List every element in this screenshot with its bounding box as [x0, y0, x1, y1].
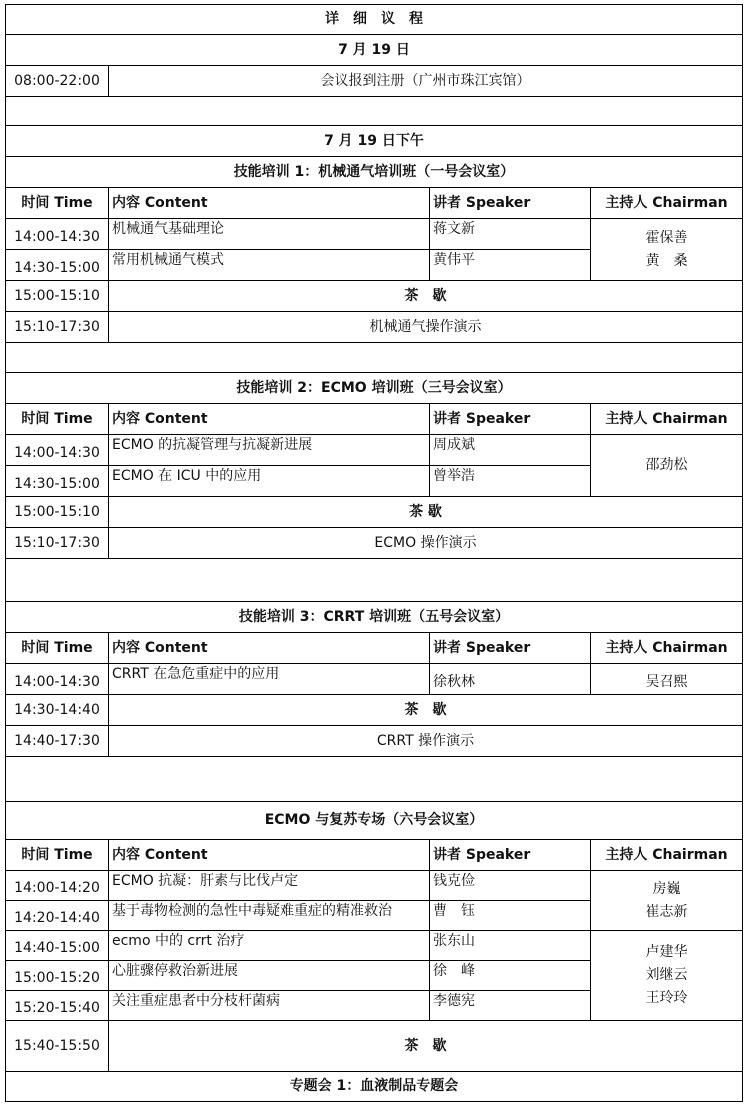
time-cell: 14:40-17:30 — [6, 726, 109, 757]
footer-row — [6, 1072, 743, 1102]
demo-label: 机械通气操作演示 — [109, 312, 743, 343]
chairman-cell — [591, 435, 743, 497]
demo-row — [6, 726, 743, 757]
time-cell: 14:30-15:00 — [6, 250, 109, 281]
date-row — [6, 35, 743, 66]
time-cell: 14:00-14:30 — [6, 435, 109, 466]
col-header-speaker: 讲者 Speaker — [430, 404, 591, 435]
content-cell: ECMO 在 ICU 中的应用 — [109, 466, 430, 497]
time-cell: 14:40-15:00 — [6, 931, 109, 961]
column-header-row — [6, 404, 743, 435]
session-title: ECMO 与复苏专场（六号会议室） — [6, 802, 743, 840]
column-header-row — [6, 633, 743, 664]
chairman-cell: 吴召熙 — [591, 664, 743, 695]
time-cell: 14:20-14:40 — [6, 901, 109, 931]
spacer-cell — [6, 757, 743, 802]
col-header-speaker: 讲者 Speaker — [430, 840, 591, 871]
spacer-row — [6, 97, 743, 126]
time-cell: 14:30-14:40 — [6, 695, 109, 726]
content-cell: CRRT 在急危重症中的应用 — [109, 664, 430, 695]
chairman-name: 卢建华 — [645, 944, 688, 960]
time-cell: 14:30-15:00 — [6, 466, 109, 497]
break-row — [6, 281, 743, 312]
spacer-row — [6, 343, 743, 373]
date-heading: 7 月 19 日 — [6, 35, 743, 66]
time-cell: 14:00-14:30 — [6, 219, 109, 250]
content-cell: 心脏骤停救治新进展 — [109, 961, 430, 991]
col-header-time: 时间 Time — [6, 404, 109, 435]
speaker-cell: 徐 峰 — [430, 961, 591, 991]
table-row — [6, 931, 743, 961]
chairman-name: 黄 桑 — [645, 252, 688, 269]
session-title: 技能培训 3：CRRT 培训班（五号会议室） — [6, 602, 743, 633]
chairman-name: 邵劲松 — [645, 457, 688, 473]
session-title-row — [6, 602, 743, 633]
agenda-title: 详 细 议 程 — [6, 5, 743, 35]
break-row — [6, 1021, 743, 1072]
speaker-cell: 蒋文新 — [430, 219, 591, 250]
chairman-cell — [591, 931, 743, 1021]
col-header-speaker: 讲者 Speaker — [430, 188, 591, 219]
col-header-speaker: 讲者 Speaker — [430, 633, 591, 664]
col-header-content: 内容 Content — [109, 188, 430, 219]
spacer-row — [6, 559, 743, 602]
content-cell: 机械通气基础理论 — [109, 219, 430, 250]
agenda-table — [5, 4, 743, 1102]
time-cell: 15:00-15:20 — [6, 961, 109, 991]
col-header-content: 内容 Content — [109, 840, 430, 871]
content-cell: 关注重症患者中分枝杆菌病 — [109, 991, 430, 1021]
content-cell: ECMO 抗凝：肝素与比伐卢定 — [109, 871, 430, 901]
speaker-cell: 黄伟平 — [430, 250, 591, 281]
table-row — [6, 219, 743, 250]
col-header-chairman: 主持人 Chairman — [591, 633, 743, 664]
col-header-time: 时间 Time — [6, 840, 109, 871]
chairman-cell — [591, 219, 743, 281]
content-cell: 基于毒物检测的急性中毒疑难重症的精准救治 — [109, 901, 430, 931]
time-cell: 15:10-17:30 — [6, 312, 109, 343]
col-header-time: 时间 Time — [6, 633, 109, 664]
speaker-cell: 李德宪 — [430, 991, 591, 1021]
spacer-cell — [6, 97, 743, 126]
demo-row — [6, 528, 743, 559]
registration-row — [6, 66, 743, 97]
column-header-row — [6, 840, 743, 871]
content-cell: ecmo 中的 crrt 治疗 — [109, 931, 430, 961]
column-header-row — [6, 188, 743, 219]
registration-text: 会议报到注册（广州市珠江宾馆） — [109, 66, 743, 97]
footer-session-title: 专题会 1：血液制品专题会 — [6, 1072, 743, 1102]
chairman-name: 房巍 — [652, 880, 681, 897]
afternoon-row — [6, 126, 743, 157]
chairman-name: 刘继云 — [645, 967, 688, 983]
session-title-row — [6, 802, 743, 840]
speaker-cell: 曾举浩 — [430, 466, 591, 497]
time-cell: 15:00-15:10 — [6, 497, 109, 528]
chairman-cell — [591, 871, 743, 931]
session-title-row — [6, 373, 743, 404]
demo-row — [6, 312, 743, 343]
afternoon-heading: 7 月 19 日下午 — [6, 126, 743, 157]
col-header-chairman: 主持人 Chairman — [591, 188, 743, 219]
table-row — [6, 435, 743, 466]
time-cell: 15:20-15:40 — [6, 991, 109, 1021]
time-cell: 15:00-15:10 — [6, 281, 109, 312]
break-label: 茶 歇 — [109, 1021, 743, 1072]
time-cell: 14:00-14:30 — [6, 664, 109, 695]
spacer-cell — [6, 559, 743, 602]
break-label: 茶 歇 — [109, 695, 743, 726]
time-cell: 15:10-17:30 — [6, 528, 109, 559]
break-row — [6, 695, 743, 726]
col-header-content: 内容 Content — [109, 404, 430, 435]
break-row — [6, 497, 743, 528]
break-label: 茶 歇 — [109, 281, 743, 312]
demo-label: ECMO 操作演示 — [109, 528, 743, 559]
agenda-title-row — [6, 5, 743, 35]
col-header-chairman: 主持人 Chairman — [591, 840, 743, 871]
speaker-cell: 曹 钰 — [430, 901, 591, 931]
session-title: 技能培训 1：机械通气培训班（一号会议室） — [6, 157, 743, 188]
speaker-cell: 周成斌 — [430, 435, 591, 466]
session-title: 技能培训 2：ECMO 培训班（三号会议室） — [6, 373, 743, 404]
speaker-cell: 钱克俭 — [430, 871, 591, 901]
time-cell: 14:00-14:20 — [6, 871, 109, 901]
chairman-name: 崔志新 — [645, 903, 688, 920]
speaker-cell: 张东山 — [430, 931, 591, 961]
table-row — [6, 664, 743, 695]
spacer-row — [6, 757, 743, 802]
chairman-name: 王玲玲 — [645, 990, 688, 1006]
chairman-name: 霍保善 — [645, 229, 688, 246]
session-title-row — [6, 157, 743, 188]
col-header-time: 时间 Time — [6, 188, 109, 219]
col-header-content: 内容 Content — [109, 633, 430, 664]
speaker-cell: 徐秋林 — [430, 664, 591, 695]
table-row — [6, 871, 743, 901]
time-cell: 15:40-15:50 — [6, 1021, 109, 1072]
demo-label: CRRT 操作演示 — [109, 726, 743, 757]
content-cell: 常用机械通气模式 — [109, 250, 430, 281]
content-cell: ECMO 的抗凝管理与抗凝新进展 — [109, 435, 430, 466]
spacer-cell — [6, 343, 743, 373]
time-cell: 08:00-22:00 — [6, 66, 109, 97]
break-label: 茶 歇 — [109, 497, 743, 528]
col-header-chairman: 主持人 Chairman — [591, 404, 743, 435]
